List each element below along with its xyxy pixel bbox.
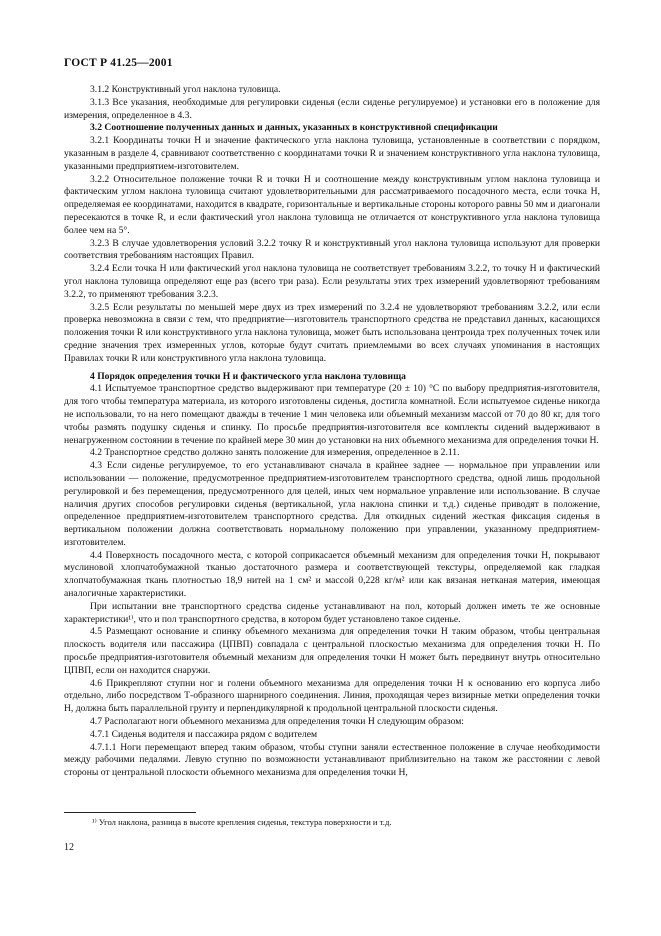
paragraph: 3.1.3 Все указания, необходимые для регулировки сиденья (если сиденье регулируемое) и установки его в положение для измерения, определенное в 4.3. — [64, 96, 600, 121]
paragraph: 3.2.1 Координаты точки H и значение фактического угла наклона туловища, установленные в соответствии с порядком, указанным в разделе 4, сравнивают соответственно с координатами точки R и значением конструктивного угла наклона туловища, указанными предприятием-изготовителем. — [64, 135, 600, 172]
paragraph: 3.2.5 Если результаты по меньшей мере двух из трех измерений по 3.2.4 не удовлетворяют требованиям 3.2.2, или если проверка невозможна в связи с тем, что предприятие—изготовитель транспортного средства не представил данных, касающихся положения точки R или конструктивного угла наклона туловища, может быть использована центроида трех полученных точек или средние значения трех измеренных углов, которые будут считать приемлемыми во всех случаях упоминания в настоящих Правилах точки R или конструктивного угла наклона туловища. — [64, 301, 600, 364]
paragraph: 3.2.2 Относительное положение точки R и точки H и соотношение между конструктивным углом наклона туловища и фактическим углом наклона туловища считают удовлетворительными для рассматриваемого посадочного места, если точка H, определяемая ее координатами, находится в квадрате, горизонтальные и вертикальные стороны которого равны 50 мм и диагонали пересекаются в точке R, и если фактический угол наклона туловища не отличается от конструктивного угла наклона туловища более чем на 5°. — [64, 173, 600, 236]
paragraph: 4.3 Если сиденье регулируемое, то его устанавливают сначала в крайнее заднее — нормальное при управлении или использовании — положение, предусмотренное предприятием-изготовителем транспортного средства, одной лишь продольной регулировкой и без перемещения, предусмотренного для целей, иных чем нормальное управление или использование. В случае наличия других способов регулировки сиденья (вертикальной, угла наклона спинки и т.д.) сиденье приводят в положение, определенное предприятием-изготовителем транспортного средства. Для откидных сидений жесткая фиксация сиденья в вертикальном положении должна соответствовать нормальному положению при управлении, указанному предприятием-изготовителем. — [64, 460, 600, 548]
paragraph: При испытании вне транспортного средства сиденье устанавливают на пол, который должен иметь те же основные характеристики¹⁾, что и пол транспортного средства, в котором будет установлено такое сиденье. — [64, 600, 600, 625]
document-body — [64, 84, 600, 780]
paragraph: 3.1.2 Конструктивный угол наклона туловища. — [90, 84, 281, 95]
paragraph: 4.7.1 Сиденья водителя и пассажира рядом с водителем — [90, 728, 318, 740]
paragraph: 4.6 Прикрепляют ступни ног и голени объемного механизма для определения точки H к основанию его корпуса либо отдельно, либо посредством Т-образного шарнирного соединения. Линия, проходящая через визирные метки определения точки H, должна быть параллельной грунту и перпендикулярной к продольной центральной плоскости сиденья. — [64, 677, 600, 715]
section-heading: 3.2 Соотношение полученных данных и данных, указанных в конструктивной спецификации — [90, 122, 498, 134]
footnote-separator — [64, 812, 196, 813]
paragraph: 4.2 Транспортное средство должно занять положение для измерения, определенное в 2.11. — [90, 447, 460, 459]
paragraph: 4.5 Размещают основание и спинку объемного механизма для определения точки H таким образом, чтобы центральная плоскость водителя или пассажира (ЦПВП) совпадала с центральной плоскостью механизма для определения точки H. По просьбе предприятия-изготовителя объемный механизм для определения точки H может быть передвинут внутрь относительно ЦПВП, если он находится снаружи. — [64, 626, 600, 676]
paragraph: 4.1 Испытуемое транспортное средство выдерживают при температуре (20 ± 10) °С по выбору предприятия-изготовителя, для того чтобы температура материала, из которого изготовлены сиденья, достигла комнатной. Если испытуемое сиденье никогда не использовали, то на него помещают дважды в течение 1 мин человека или объемный механизм массой от 70 до 80 кг, для того чтобы размять подушку сиденья и спинку. По просьбе предприятия-изготовителя все комплекты сидений выдерживают в ненагруженном состоянии в течение по крайней мере 30 мин до установки на них объемного механизма для определения точки H. — [64, 383, 600, 446]
paragraph: 4.7 Располагают ноги объемного механизма для определения точки H следующим образом: — [90, 716, 464, 728]
section-heading: 4 Порядок определения точки H и фактического угла наклона туловища — [90, 370, 406, 382]
paragraph: 3.2.4 Если точка H или фактический угол наклона туловища не соответствует требованиям 3.2.2, то точку H и фактический угол наклона туловища определяют еще раз (всего три раза). Если результаты этих трех измерений удовлетворяют требованиям 3.2.2, то применяют требования 3.2.3. — [64, 263, 600, 300]
paragraph: 3.2.3 В случае удовлетворения условий 3.2.2 точку R и конструктивный угол наклона туловища используют для проверки соответствия требованиям настоящих Правил. — [64, 237, 600, 262]
footnote: ¹⁾ Угол наклона, разница в высоте крепления сиденья, текстура поверхности и т.д. — [92, 817, 392, 827]
paragraph: 4.4 Поверхность посадочного места, с которой соприкасается объемный механизм для определения точки H, покрывают муслиновой хлопчатобумажной тканью достаточного размера и соответствующей текстуры, определяемой как гладкая хлопчатобумажная ткань плотностью 18,9 нитей на 1 см² и массой 0,228 кг/м² или как вязаная нетканая материя, имеющая аналогичные характеристики. — [64, 549, 600, 600]
page-number: 12 — [64, 842, 74, 853]
document-header: ГОСТ Р 41.25—2001 — [64, 57, 173, 69]
paragraph: 4.7.1.1 Ноги перемещают вперед таким образом, чтобы ступни заняли естественное положение в случае необходимости между рабочими педалями. Левую ступню по возможности устанавливают приблизительно на таком же расстоянии с левой стороны от центральной плоскости объемного механизма для определения точки H, — [64, 741, 600, 779]
